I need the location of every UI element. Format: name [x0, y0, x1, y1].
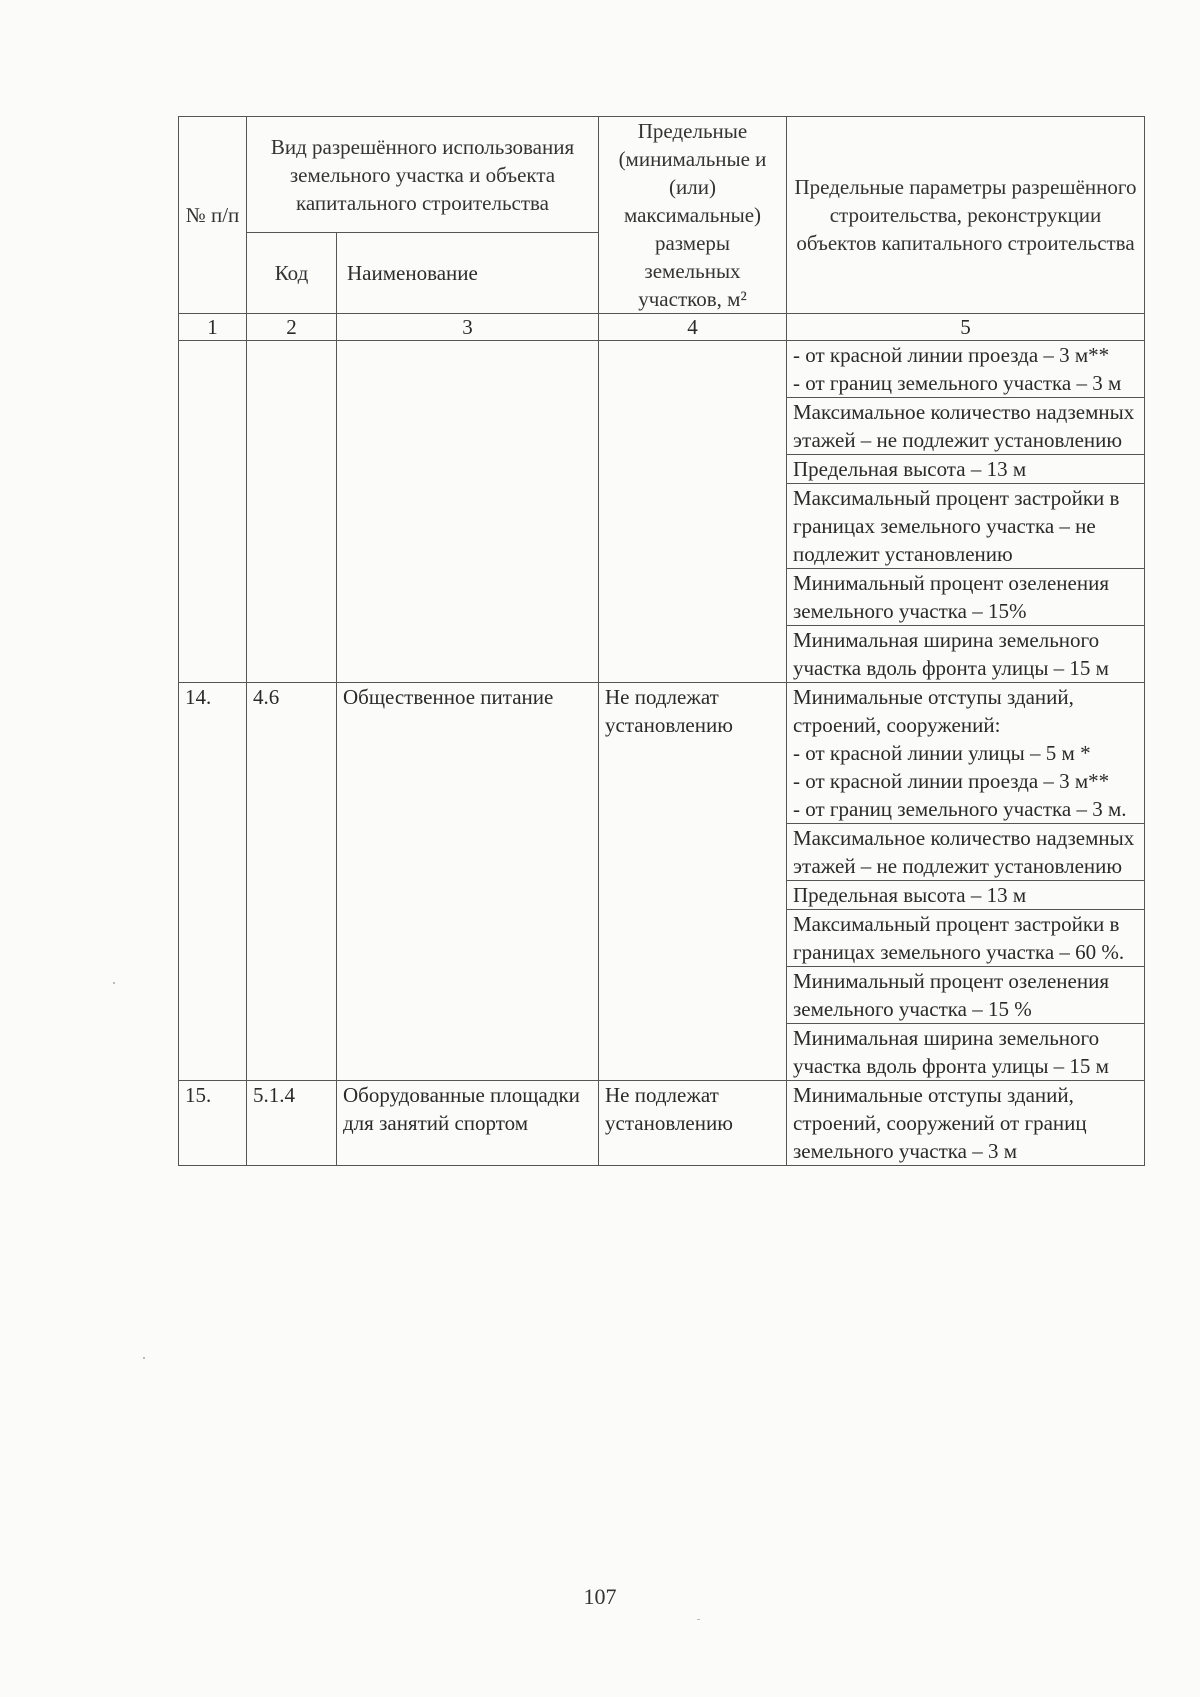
param-cell: Максимальное количество надземных этажей – не подлежит установлению [787, 824, 1145, 881]
col-number: 2 [247, 314, 337, 341]
header-code: Код [247, 233, 337, 314]
scan-speck [113, 982, 115, 984]
table-row [179, 683, 1145, 824]
header-num: № п/п [179, 117, 247, 314]
cont-size-cell [599, 341, 787, 683]
row-code: 4.6 [247, 683, 337, 1081]
param-line: - от красной линии улицы – 5 м * [793, 741, 1091, 765]
header-plot-size: Предельные (минимальные и (или) максимальные) размеры земельных участков, м² [599, 117, 787, 314]
param-cell [787, 683, 1145, 824]
row-num: 15. [179, 1081, 247, 1166]
table-row [179, 1081, 1145, 1166]
land-use-table [178, 116, 1145, 1166]
param-cell: Максимальное количество надземных этажей – не подлежит установлению [787, 398, 1145, 455]
cont-num-cell [179, 341, 247, 683]
scan-speck [697, 1619, 700, 1620]
cont-code-cell [247, 341, 337, 683]
param-line: - от красной линии проезда – 3 м** [793, 343, 1110, 367]
scan-speck [143, 1357, 145, 1359]
header-name: Наименование [337, 233, 599, 314]
col-number: 5 [787, 314, 1145, 341]
param-line: Минимальные отступы зданий, строений, сооружений: [793, 685, 1074, 737]
param-cell: Минимальный процент озеленения земельного участка – 15% [787, 569, 1145, 626]
row-size: Не подлежат установлению [599, 1081, 787, 1166]
param-line: - от границ земельного участка – 3 м [793, 371, 1122, 395]
col-number: 4 [599, 314, 787, 341]
param-cell: Предельная высота – 13 м [787, 881, 1145, 910]
header-use-type: Вид разрешённого использования земельного участка и объекта капитального строительства [247, 117, 599, 233]
regulation-page [178, 116, 1144, 1166]
param-cell: Предельная высота – 13 м [787, 455, 1145, 484]
col-number: 1 [179, 314, 247, 341]
param-cell: Минимальная ширина земельного участка вдоль фронта улицы – 15 м [787, 1024, 1145, 1081]
param-cell: Максимальный процент застройки в границах земельного участка – не подлежит установлению [787, 484, 1145, 569]
row-size: Не подлежат установлению [599, 683, 787, 1081]
param-line: - от красной линии проезда – 3 м** [793, 769, 1110, 793]
param-cell: Максимальный процент застройки в границах земельного участка – 60 %. [787, 910, 1145, 967]
page-number: 107 [583, 1584, 617, 1609]
row-num: 14. [179, 683, 247, 1081]
row-name: Общественное питание [337, 683, 599, 1081]
table-row [179, 341, 1145, 398]
param-cell: Минимальные отступы зданий, строений, сооружений от границ земельного участка – 3 м [787, 1081, 1145, 1166]
row-code: 5.1.4 [247, 1081, 337, 1166]
cont-name-cell [337, 341, 599, 683]
param-line: - от границ земельного участка – 3 м. [793, 797, 1127, 821]
col-number: 3 [337, 314, 599, 341]
param-cell [787, 341, 1145, 398]
header-params: Предельные параметры разрешённого строительства, реконструкции объектов капитального строительства [787, 117, 1145, 314]
row-name: Оборудованные площадки для занятий спортом [337, 1081, 599, 1166]
param-cell: Минимальная ширина земельного участка вдоль фронта улицы – 15 м [787, 626, 1145, 683]
param-cell: Минимальный процент озеленения земельного участка – 15 % [787, 967, 1145, 1024]
